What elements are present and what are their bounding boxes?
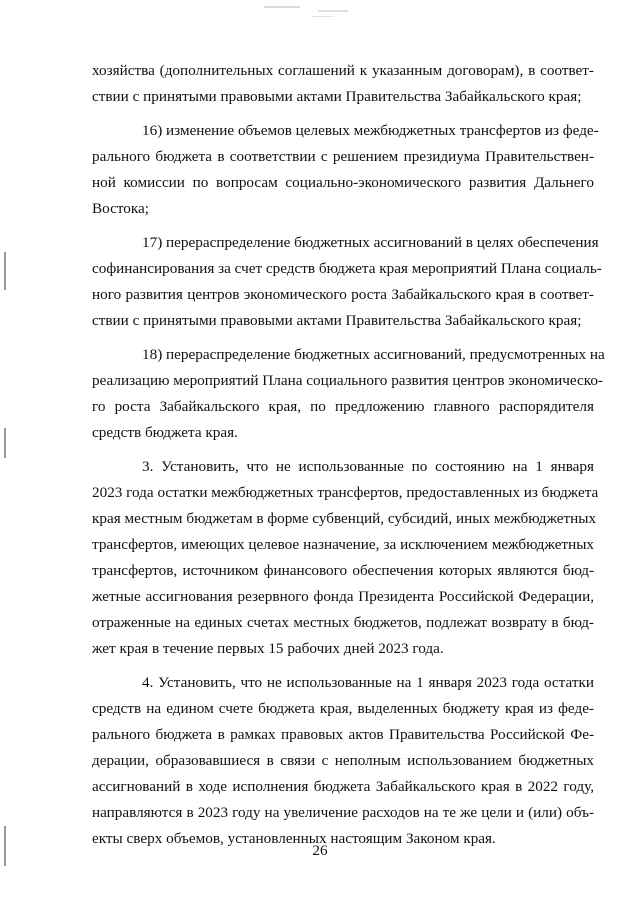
text-line: трансфертов, источником финансового обеспечения которых являются бюд-	[92, 562, 594, 579]
document-body	[92, 58, 605, 852]
text-line: дерации, образовавшиеся в связи с неполным использованием бюджетных	[92, 752, 594, 769]
text-line: 4. Установить, что не использованные на 1 января 2023 года остатки	[142, 674, 594, 691]
text-line: екты сверх объемов, установленных настоящим Законом края.	[92, 830, 496, 847]
text-line: направляются в 2023 году на увеличение расходов на те же цели и (или) объ-	[92, 804, 594, 821]
scan-edge-mark	[4, 252, 6, 290]
paragraph-section-3	[92, 454, 599, 662]
paragraph-item-17	[92, 230, 602, 334]
text-line: края местным бюджетам в форме субвенций, субсидий, иных межбюджетных	[92, 510, 597, 527]
text-line: рального бюджета в соответствии с решением президиума Правительствен-	[92, 148, 594, 165]
scan-artifact	[312, 16, 334, 17]
text-line: Востока;	[92, 200, 149, 217]
text-line: софинансирования за счет средств бюджета края мероприятий Плана социаль-	[92, 260, 602, 277]
text-line: ного развития центров экономического роста Забайкальского края в соответ-	[92, 286, 594, 303]
paragraph-item-16	[92, 118, 599, 222]
text-line: жетные ассигнования резервного фонда Президента Российской Федерации,	[92, 588, 594, 605]
text-line: 18) перераспределение бюджетных ассигнований, предусмотренных на	[142, 346, 605, 363]
paragraph-section-4	[92, 670, 594, 852]
text-line: ствии с принятыми правовыми актами Правительства Забайкальского края;	[92, 88, 582, 105]
scan-artifact	[318, 10, 348, 12]
text-line: трансфертов, имеющих целевое назначение, за исключением межбюджетных	[92, 536, 594, 553]
text-line: средств на едином счете бюджета края, выделенных бюджету края из феде-	[92, 700, 594, 717]
text-line: 2023 года остатки межбюджетных трансфертов, предоставленных из бюджета	[92, 484, 599, 501]
text-line: го роста Забайкальского края, по предложению главного распорядителя	[92, 398, 594, 415]
scan-artifact	[264, 6, 300, 8]
text-line: средств бюджета края.	[92, 424, 238, 441]
text-line: отраженные на единых счетах местных бюджетов, подлежат возврату в бюд-	[92, 614, 594, 631]
text-line: хозяйства (дополнительных соглашений к указанным договорам), в соответ-	[92, 62, 594, 79]
text-line: 3. Установить, что не использованные по состоянию на 1 января	[142, 458, 594, 475]
scan-edge-mark	[4, 428, 6, 458]
paragraph-item-18	[92, 342, 605, 446]
text-line: ствии с принятыми правовыми актами Правительства Забайкальского края;	[92, 312, 582, 329]
text-line: 17) перераспределение бюджетных ассигнований в целях обеспечения	[142, 234, 599, 251]
text-line: ассигнований в ходе исполнения бюджета Забайкальского края в 2022 году,	[92, 778, 594, 795]
paragraph-continuation	[92, 58, 594, 110]
page-number: 26	[312, 842, 328, 859]
text-line: 16) изменение объемов целевых межбюджетных трансфертов из феде-	[142, 122, 599, 139]
text-line: ной комиссии по вопросам социально-экономического развития Дальнего	[92, 174, 594, 191]
text-line: рального бюджета в рамках правовых актов Правительства Российской Фе-	[92, 726, 594, 743]
text-line: жет края в течение первых 15 рабочих дней 2023 года.	[92, 640, 444, 657]
text-line: реализацию мероприятий Плана социального развития центров экономическо-	[92, 372, 603, 389]
